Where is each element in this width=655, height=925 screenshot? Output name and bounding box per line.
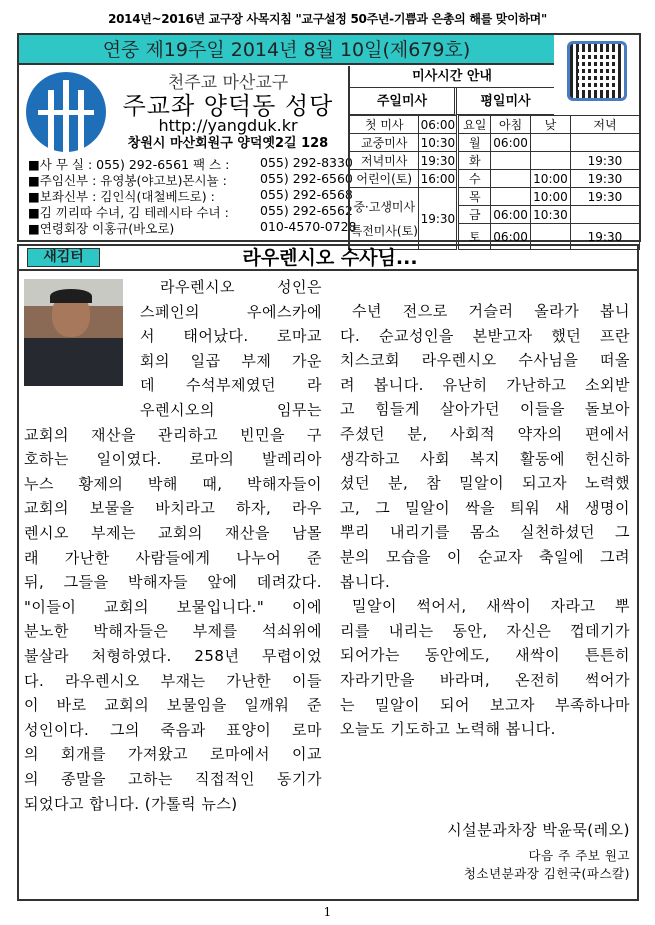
weekday: 금 <box>458 206 491 224</box>
article-line: 불살라 처형하였다. 258년 무렵이었 <box>24 647 322 665</box>
col-header: 낮 <box>531 116 571 134</box>
sunday-mass-name: 어린이(토) <box>349 170 419 188</box>
youth-mass-label: 중·고생미사 <box>353 199 416 214</box>
article-line: 생각하고 사회 복지 활동에 헌신하 <box>340 449 630 468</box>
article-line: 교회의 재산을 관리하고 빈민을 구 <box>24 425 322 444</box>
article-line: 리를 내리는 동안, 자신은 껍데기가 <box>340 621 630 640</box>
qr-code[interactable] <box>555 35 639 107</box>
article-line: 우렌시오의 임무는 <box>140 401 322 419</box>
article-line: 뒤, 그들을 박해자들 앞에 데려갔다. <box>24 573 322 592</box>
sunday-mass-name: 저녁미사 <box>349 152 419 170</box>
diocese-name: 천주교 마산교구 <box>167 73 289 93</box>
morning-time <box>491 170 531 188</box>
article-line: 봅니다. <box>340 572 391 591</box>
contact-phone: 055) 292-8330 <box>260 155 353 170</box>
author-photo <box>24 279 123 386</box>
morning-time: 06:00 <box>491 206 531 224</box>
qr-code-icon <box>567 41 627 101</box>
article-line: 서 태어났다. 로마교 <box>140 327 322 346</box>
evening-time <box>570 206 639 224</box>
morning-time <box>491 152 531 170</box>
sunday-mass-time: 19:30 <box>419 152 458 170</box>
article-line: 호하는 일이였다. 로마의 발레리아 <box>24 450 322 469</box>
church-address: 창원시 마산회원구 양덕옛2길 128 <box>127 136 329 151</box>
article-line: 회의 일곱 부제 가운 <box>140 351 322 370</box>
mass-schedule-table <box>348 115 640 250</box>
column-tag: 새김터 <box>27 248 100 267</box>
article-line: 수년 전으로 거슬러 올라가 봅니 <box>352 302 630 320</box>
noon-time: 10:00 <box>531 170 571 188</box>
contact-label: ■보좌신부 : 김인식(대철베드로) : <box>28 189 215 204</box>
table-row <box>349 188 640 206</box>
article-line: 분노한 박해자들은 부제를 석쇠위에 <box>24 622 322 641</box>
article-line: 성인이다. 그의 죽음과 표양이 로마 <box>24 720 322 739</box>
evening-time <box>570 134 639 152</box>
morning-time: 06:00 <box>491 224 531 250</box>
weekday: 수 <box>458 170 491 188</box>
contact-label: ■주임신부 : 유영봉(야고보)몬시뇰 : <box>28 173 227 188</box>
mass-schedule-title: 미사시간 안내 <box>348 66 554 88</box>
sunday-mass-name <box>349 188 419 250</box>
table-row <box>349 170 640 188</box>
morning-time <box>491 188 531 206</box>
article-line: 뿌리 내리기를 몸소 실천하셨던 그 <box>340 523 630 542</box>
article-line: 되었다고 합니다. (가톨릭 뉴스) <box>24 794 238 813</box>
col-header: 요일 <box>458 116 491 134</box>
page-number: 1 <box>323 905 332 919</box>
article-line: 교회의 보물을 바치라고 하자, 라우 <box>24 499 322 518</box>
weekday-mass-header: 평일미사 <box>457 88 554 115</box>
sunday-mass-time: 19:30 <box>419 188 458 250</box>
article-line: 데 수석부제였던 라 <box>140 376 322 395</box>
table-row <box>349 134 640 152</box>
evening-time: 19:30 <box>570 170 639 188</box>
col-header: 아침 <box>491 116 531 134</box>
sunday-mass-name: 교중미사 <box>349 134 419 152</box>
article-line: 되어가는 동안에도, 새싹이 튼튼히 <box>340 646 630 665</box>
noon-time: 10:30 <box>531 206 571 224</box>
sunday-mass-header: 주일미사 <box>348 88 457 115</box>
contact-funeral <box>28 219 357 237</box>
article-line: 렌시오 부제는 교회의 재산을 남몰 <box>24 524 322 542</box>
church-url[interactable]: http://yangduk.kr <box>158 116 298 135</box>
evening-time: 19:30 <box>570 152 639 170</box>
evening-time: 19:30 <box>570 224 639 250</box>
weekday: 화 <box>458 152 491 170</box>
next-week-author: 청소년분과장 김헌국(파스칼) <box>463 866 630 881</box>
article-line: 오늘도 기도하고 노력해 봅니다. <box>340 720 556 739</box>
contact-label: ■연령회장 이홍규(바오로) <box>28 221 175 236</box>
morning-time: 06:00 <box>491 134 531 152</box>
next-week-label: 다음 주 주보 원고 <box>528 848 630 863</box>
article-line: 려 봅니다. 유난히 가난하고 소외받 <box>340 375 630 394</box>
article-line: 의 회개를 가져왔고 로마에서 이교 <box>24 745 322 764</box>
church-logo-icon <box>26 72 106 152</box>
issue-banner: 연중 제19주일 2014년 8월 10일(제679호) <box>19 35 554 65</box>
contact-phone: 055) 292-6562 <box>260 203 353 218</box>
article-line: 고 힘들게 살아가던 이들을 돌보아 <box>340 400 630 419</box>
vigil-mass-label: 특전미사(토) <box>350 223 418 238</box>
contact-phone: 055) 292-6568 <box>260 187 353 202</box>
article-line: 치스코회 라우렌시오 수사님을 떠올 <box>340 351 630 370</box>
article-line: "이들이 교회의 보물입니다." 이에 <box>24 597 322 616</box>
sunday-mass-time: 10:30 <box>419 134 458 152</box>
table-row <box>349 152 640 170</box>
evening-time: 19:30 <box>570 188 639 206</box>
contact-phone: 055) 292-6560 <box>260 171 353 186</box>
article-title: 라우렌시오 수사님... <box>242 247 418 269</box>
article-line: 의 종말을 고하는 직접적인 동기가 <box>24 770 322 788</box>
weekday: 월 <box>458 134 491 152</box>
article-line: 래 가난한 사람들에게 나누어 준 <box>24 548 322 567</box>
pastoral-motto: 2014년~2016년 교구장 사목지침 "교구설정 50주년-기쁨과 은총의 해를 맞이하며" <box>108 12 547 26</box>
article-line: 누스 황제의 박해 때, 박해자들이 <box>24 474 322 493</box>
article-line: 분의 모습을 이 순교자 축일에 그려 <box>340 548 630 566</box>
article-line: 셨던 분, 참 밀알이 되고자 노력했 <box>340 474 630 493</box>
contact-phone: 010-4570-0728 <box>260 219 357 234</box>
contact-label: ■사 무 실 : 055) 292-6561 팩 스 : <box>28 157 230 172</box>
noon-time <box>531 152 571 170</box>
article-line: 고, 그 밀알이 싹을 틔워 새 생명이 <box>340 498 630 517</box>
table-row <box>349 116 640 134</box>
col-header: 저녁 <box>570 116 639 134</box>
article-line: 밀알이 썩어서, 새싹이 자라고 뿌 <box>352 597 630 616</box>
noon-time: 10:00 <box>531 188 571 206</box>
article-line: 다. 순교성인을 본받고자 했던 프란 <box>340 326 630 345</box>
article-line: 주셨던 분, 사회적 약자의 편에서 <box>340 425 630 443</box>
weekday: 토 <box>458 224 491 250</box>
article-author: 시설분과차장 박윤묵(레오) <box>447 821 630 839</box>
noon-time <box>531 134 571 152</box>
church-name: 주교좌 양덕동 성당 <box>122 92 334 120</box>
article-line: 자라기만을 바라며, 온전히 썩어가 <box>340 671 630 689</box>
sunday-mass-name: 첫 미사 <box>349 116 419 134</box>
article-line: 다. 라우렌시오 부재는 가난한 이들 <box>24 671 322 690</box>
sunday-mass-time: 06:00 <box>419 116 458 134</box>
article-line: 라우렌시오 성인은 <box>160 278 322 296</box>
sunday-mass-time: 16:00 <box>419 170 458 188</box>
article-line: 는 밀알이 되어 보고자 부족하나마 <box>340 695 630 714</box>
article-line: 이 바로 교회의 보물임을 일깨워 준 <box>24 696 322 715</box>
article-line: 스페인의 우에스카에 <box>140 302 322 321</box>
weekday: 목 <box>458 188 491 206</box>
contact-label: ■김 끼리따 수녀, 김 테레시타 수녀 : <box>28 205 229 220</box>
